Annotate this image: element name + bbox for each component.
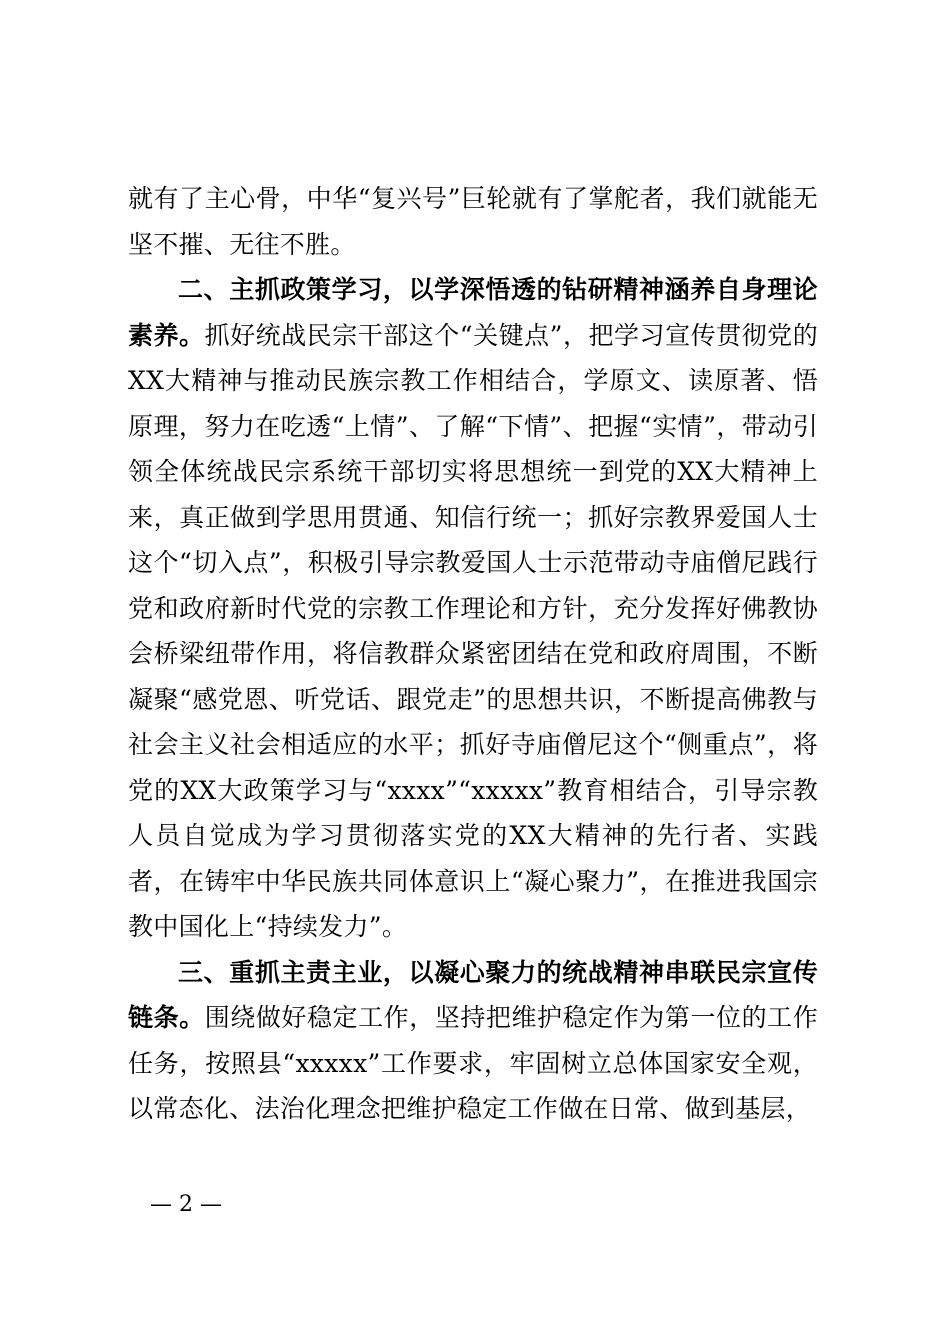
paragraph-section-three <box>128 950 818 1132</box>
paragraph-continuation <box>128 176 818 267</box>
paragraph-body: 围绕做好稳定工作，坚持把维护稳定作为第一位的工作任务，按照县“xxxxx”工作要求，牢固树立总体国家安全观，以常态化、法治化理念把维护稳定工作做在日常、做到基层， <box>128 1003 819 1123</box>
paragraph-section-two <box>128 267 818 950</box>
document-body <box>128 176 818 1132</box>
paragraph-body: 就有了主心骨，中华“复兴号”巨轮就有了掌舵者，我们就能无坚不摧、无往不胜。 <box>128 184 818 259</box>
section-heading: 三、重抓主责主业，以凝心聚力的统战精神串联民宗宣传链条。 <box>128 957 818 1032</box>
page-number: — 2 — <box>150 1192 222 1217</box>
paragraph-body: 抓好统战民宗干部这个“关键点”，把学习宣传贯彻党的XX大精神与推动民族宗教工作相结合，学原文、读原著、悟原理，努力在吃透“上情”、了解“下情”、把握“实情”，带动引领全体统战民宗系统干部切实将思想统一到党的XX大精神上来，真正做到学思用贯通、知信行统一；抓好宗教界爱国人士这个“切入点”，积极引导宗教爱国人士示范带动寺庙僧尼践行党和政府新时代党的宗教工作理论和方针，充分发挥好佛教协会桥梁纽带作用，将信教群众紧密团结在党和政府周围，不断凝聚“感党恩、听党话、跟党走”的思想共识，不断提高佛教与社会主义社会相适应的水平；抓好寺庙僧尼这个“侧重点”，将党的XX大政策学习与“xxxx”“xxxxx”教育相结合，引导宗教人员自觉成为学习贯彻落实党的XX大精神的先行者、实践者，在铸牢中华民族共同体意识上“凝心聚力”，在推进我国宗教中国化上“持续发力”。 <box>128 320 818 941</box>
section-heading: 二、主抓政策学习，以学深悟透的钻研精神涵养自身理论素养。 <box>128 275 818 350</box>
